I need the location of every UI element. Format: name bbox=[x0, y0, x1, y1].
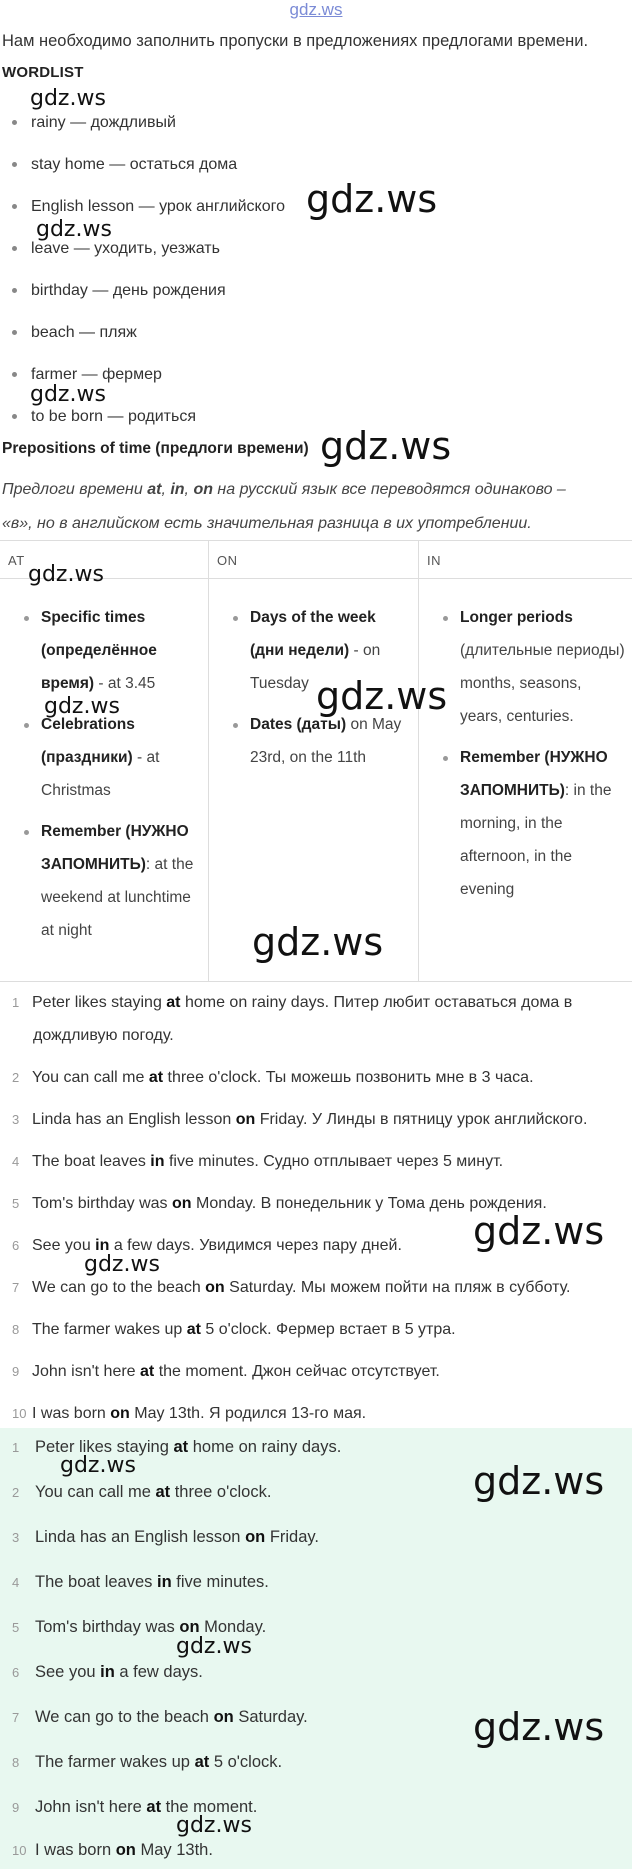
column-header: ON bbox=[217, 553, 238, 568]
sentence-text: Tom's birthday was bbox=[35, 1618, 180, 1636]
preposition-word: on bbox=[172, 1195, 192, 1212]
preposition-word: on bbox=[213, 1708, 234, 1726]
preposition-word: on bbox=[245, 1528, 266, 1546]
item-title: Remember (НУЖНО ЗАПОМНИТЬ) bbox=[460, 749, 608, 799]
list-item bbox=[12, 198, 285, 216]
list-item bbox=[12, 324, 137, 342]
watermark: gdz.ws bbox=[28, 562, 104, 587]
sentence-text: the moment. Джон сейчас отсутствует. bbox=[154, 1363, 440, 1380]
bullet-icon bbox=[12, 162, 17, 167]
list-item-text: leave — уходить, уезжать bbox=[31, 240, 220, 257]
preposition-word: on bbox=[179, 1618, 200, 1636]
exercise-item bbox=[12, 1237, 402, 1255]
note-text: , bbox=[184, 481, 194, 498]
preposition-word: at bbox=[146, 1798, 162, 1816]
sentence-text: May 13th. Я родился 13-го мая. bbox=[129, 1405, 367, 1422]
item-number: 2 bbox=[12, 1485, 20, 1500]
bullet-icon bbox=[12, 414, 17, 419]
watermark: gdz.ws bbox=[473, 1209, 605, 1253]
answer-item bbox=[12, 1573, 269, 1592]
watermark: gdz.ws bbox=[30, 86, 106, 111]
preposition-word: at bbox=[140, 1363, 155, 1380]
item-number: 9 bbox=[12, 1800, 20, 1815]
sentence-text: John isn't here bbox=[32, 1363, 141, 1380]
item-title: Remember (НУЖНО ЗАПОМНИТЬ) bbox=[41, 823, 189, 873]
sentence-text: Monday. В понедельник у Тома день рождения. bbox=[191, 1195, 547, 1212]
watermark: gdz.ws bbox=[316, 674, 448, 718]
exercise-item bbox=[12, 1195, 547, 1213]
exercise-item bbox=[12, 1069, 534, 1087]
preposition-word: in bbox=[170, 481, 185, 498]
list-item-text: to be born — родиться bbox=[31, 408, 196, 425]
item-title: Days of the week (дни недели) bbox=[250, 609, 376, 659]
sentence-text: The farmer wakes up bbox=[35, 1753, 195, 1771]
list-item bbox=[441, 601, 627, 733]
item-text: (длительные периоды) months, seasons, years, centuries. bbox=[460, 642, 625, 725]
item-number: 7 bbox=[12, 1280, 20, 1295]
answer-item bbox=[12, 1483, 271, 1502]
sentence-text: Saturday. Мы можем пойти на пляж в субботу. bbox=[224, 1279, 571, 1296]
table-column-on bbox=[208, 541, 419, 981]
watermark: gdz.ws bbox=[176, 1634, 252, 1659]
watermark: gdz.ws bbox=[252, 920, 384, 964]
preposition-word: at bbox=[194, 1753, 210, 1771]
preposition-word: on bbox=[235, 1111, 256, 1128]
sentence-text: The farmer wakes up bbox=[32, 1321, 187, 1338]
exercise-item bbox=[12, 1279, 570, 1297]
item-number: 5 bbox=[12, 1196, 20, 1211]
item-title: Celebrations (праздники) bbox=[41, 716, 135, 766]
exercise-item bbox=[12, 1363, 440, 1381]
item-number: 3 bbox=[12, 1530, 20, 1545]
list-item bbox=[12, 408, 196, 426]
bullet-icon bbox=[12, 288, 17, 293]
sentence-text: five minutes. bbox=[171, 1573, 269, 1591]
preposition-word: at bbox=[186, 1321, 201, 1338]
sentence-text: Linda has an English lesson bbox=[35, 1528, 246, 1546]
exercise-item-continuation: дождливую погоду. bbox=[33, 1027, 174, 1044]
sentence-text: 5 o'clock. Фермер встает в 5 утра. bbox=[200, 1321, 456, 1338]
site-logo[interactable]: gdz.ws bbox=[289, 0, 343, 19]
note-text: Предлоги времени bbox=[2, 481, 148, 498]
table-column-in bbox=[418, 541, 632, 981]
preposition-word: in bbox=[157, 1573, 172, 1591]
preposition-word: in bbox=[95, 1237, 110, 1254]
sentence-text: the moment. bbox=[161, 1798, 258, 1816]
list-item bbox=[441, 741, 627, 906]
preposition-word: in bbox=[150, 1153, 165, 1170]
exercise-item bbox=[12, 994, 572, 1012]
item-title: Specific times (определённое время) bbox=[41, 609, 157, 692]
sentence-text: See you bbox=[32, 1237, 96, 1254]
preposition-word: on bbox=[110, 1405, 130, 1422]
item-text: : at the weekend at lunchtime at night bbox=[41, 856, 194, 939]
exercise-item bbox=[12, 1405, 366, 1423]
sentence-text: a few days. Увидимся через пару дней. bbox=[109, 1237, 402, 1254]
wordlist-heading: WORDLIST bbox=[2, 64, 84, 81]
item-number: 5 bbox=[12, 1620, 20, 1635]
sentence-text: home on rainy days. bbox=[188, 1438, 342, 1456]
sentence-text: May 13th. bbox=[135, 1841, 213, 1859]
preposition-word: on bbox=[205, 1279, 225, 1296]
list-item-text: stay home — остаться дома bbox=[31, 156, 238, 173]
preposition-word: at bbox=[155, 1483, 171, 1501]
sentence-text: a few days. bbox=[114, 1663, 203, 1681]
item-number: 1 bbox=[12, 1440, 20, 1455]
answer-item bbox=[12, 1708, 308, 1727]
preposition-word: at bbox=[166, 994, 181, 1011]
preposition-word: in bbox=[100, 1663, 115, 1681]
table-column-at bbox=[0, 541, 208, 981]
sentence-text: The boat leaves bbox=[32, 1153, 151, 1170]
sentence-text: We can go to the beach bbox=[35, 1708, 214, 1726]
item-title: Dates (даты) bbox=[250, 716, 347, 733]
answer-item bbox=[12, 1841, 213, 1860]
sentence-text: You can call me bbox=[32, 1069, 149, 1086]
list-item bbox=[12, 282, 226, 300]
sentence-text: You can call me bbox=[35, 1483, 156, 1501]
sentence-text: Saturday. bbox=[233, 1708, 308, 1726]
sentence-text: home on rainy days. Питер любит оставаться дома в bbox=[180, 994, 573, 1011]
item-text: - at 3.45 bbox=[94, 675, 156, 692]
answer-item bbox=[12, 1753, 282, 1772]
item-title: Longer periods bbox=[460, 609, 573, 626]
sentence-text: Peter likes staying bbox=[35, 1438, 174, 1456]
sentence-text: Tom's birthday was bbox=[32, 1195, 172, 1212]
item-number: 4 bbox=[12, 1575, 20, 1590]
sentence-text: Friday. bbox=[265, 1528, 320, 1546]
note-text: , bbox=[161, 481, 171, 498]
watermark: gdz.ws bbox=[473, 1459, 605, 1503]
watermark: gdz.ws bbox=[306, 177, 438, 221]
list-item bbox=[12, 240, 220, 258]
bullet-icon bbox=[12, 120, 17, 125]
prepositions-table bbox=[0, 540, 632, 982]
list-item bbox=[22, 815, 202, 947]
sentence-text: John isn't here bbox=[35, 1798, 147, 1816]
list-item-text: birthday — день рождения bbox=[31, 282, 226, 299]
item-text: on May 23rd, on the 11th bbox=[250, 716, 402, 766]
watermark: gdz.ws bbox=[36, 217, 112, 242]
item-number: 2 bbox=[12, 1070, 20, 1085]
item-number: 8 bbox=[12, 1755, 20, 1770]
bullet-icon bbox=[12, 372, 17, 377]
list-item bbox=[12, 114, 176, 132]
item-text: - on Tuesday bbox=[250, 642, 381, 692]
item-text: : in the morning, in the afternoon, in the evening bbox=[460, 782, 612, 898]
item-number: 10 bbox=[12, 1843, 27, 1858]
table-cell bbox=[22, 601, 202, 955]
item-number: 6 bbox=[12, 1238, 20, 1253]
sentence-text: I was born bbox=[35, 1841, 116, 1859]
item-number: 7 bbox=[12, 1710, 20, 1725]
item-number: 10 bbox=[12, 1406, 27, 1421]
list-item-text: farmer — фермер bbox=[31, 366, 162, 383]
item-text: - at Christmas bbox=[41, 749, 160, 799]
watermark: gdz.ws bbox=[60, 1453, 136, 1478]
watermark: gdz.ws bbox=[320, 424, 452, 468]
column-header: AT bbox=[8, 553, 25, 568]
preposition-word: at bbox=[148, 1069, 164, 1086]
sentence-text: See you bbox=[35, 1663, 101, 1681]
watermark: gdz.ws bbox=[84, 1252, 160, 1277]
answer-item bbox=[12, 1528, 319, 1547]
note-text: на русский язык все переводятся одинаково – bbox=[212, 481, 566, 498]
prepositions-heading: Prepositions of time (предлоги времени) bbox=[2, 440, 309, 457]
bullet-icon bbox=[12, 330, 17, 335]
watermark: gdz.ws bbox=[30, 382, 106, 407]
item-number: 8 bbox=[12, 1322, 20, 1337]
sentence-text: five minutes. Судно отплывает через 5 минут. bbox=[164, 1153, 504, 1170]
watermark: gdz.ws bbox=[44, 694, 120, 719]
item-number: 6 bbox=[12, 1665, 20, 1680]
column-header: IN bbox=[427, 553, 441, 568]
sentence-text: Linda has an English lesson bbox=[32, 1111, 236, 1128]
watermark: gdz.ws bbox=[473, 1705, 605, 1749]
intro-text: Нам необходимо заполнить пропуски в предложениях предлогами времени. bbox=[2, 32, 589, 50]
sentence-text: We can go to the beach bbox=[32, 1279, 206, 1296]
item-number: 4 bbox=[12, 1154, 20, 1169]
bullet-icon bbox=[12, 246, 17, 251]
sentence-text: I was born bbox=[32, 1405, 111, 1422]
sentence-text: The boat leaves bbox=[35, 1573, 157, 1591]
list-item-text: rainy — дождливый bbox=[31, 114, 176, 131]
answer-item bbox=[12, 1663, 203, 1682]
sentence-text: three o'clock. bbox=[170, 1483, 272, 1501]
list-item bbox=[22, 601, 202, 700]
item-number: 3 bbox=[12, 1112, 20, 1127]
bullet-icon bbox=[12, 204, 17, 209]
list-item bbox=[12, 156, 237, 174]
exercise-item bbox=[12, 1111, 587, 1129]
sentence-text: Monday. bbox=[199, 1618, 267, 1636]
preposition-word: at bbox=[173, 1438, 189, 1456]
sentence-text: Friday. У Линды в пятницу урок английского. bbox=[255, 1111, 588, 1128]
sentence-text: three o'clock. Ты можешь позвонить мне в 3 часа. bbox=[163, 1069, 534, 1086]
preposition-word: at bbox=[147, 481, 162, 498]
sentence-text: 5 o'clock. bbox=[209, 1753, 283, 1771]
list-item-text: beach — пляж bbox=[31, 324, 137, 341]
exercise-item bbox=[12, 1153, 503, 1171]
prepositions-note-line2: «в», но в английском есть значительная разница в их употреблении. bbox=[2, 515, 532, 532]
preposition-word: on bbox=[115, 1841, 136, 1859]
exercise-item bbox=[12, 1321, 456, 1339]
item-number: 9 bbox=[12, 1364, 20, 1379]
list-item-text: English lesson — урок английского bbox=[31, 198, 286, 215]
list-item bbox=[22, 708, 202, 807]
table-cell bbox=[441, 601, 627, 914]
watermark: gdz.ws bbox=[176, 1813, 252, 1838]
prepositions-note bbox=[2, 481, 566, 499]
sentence-text: Peter likes staying bbox=[32, 994, 167, 1011]
item-number: 1 bbox=[12, 995, 20, 1010]
preposition-word: on bbox=[193, 481, 213, 498]
